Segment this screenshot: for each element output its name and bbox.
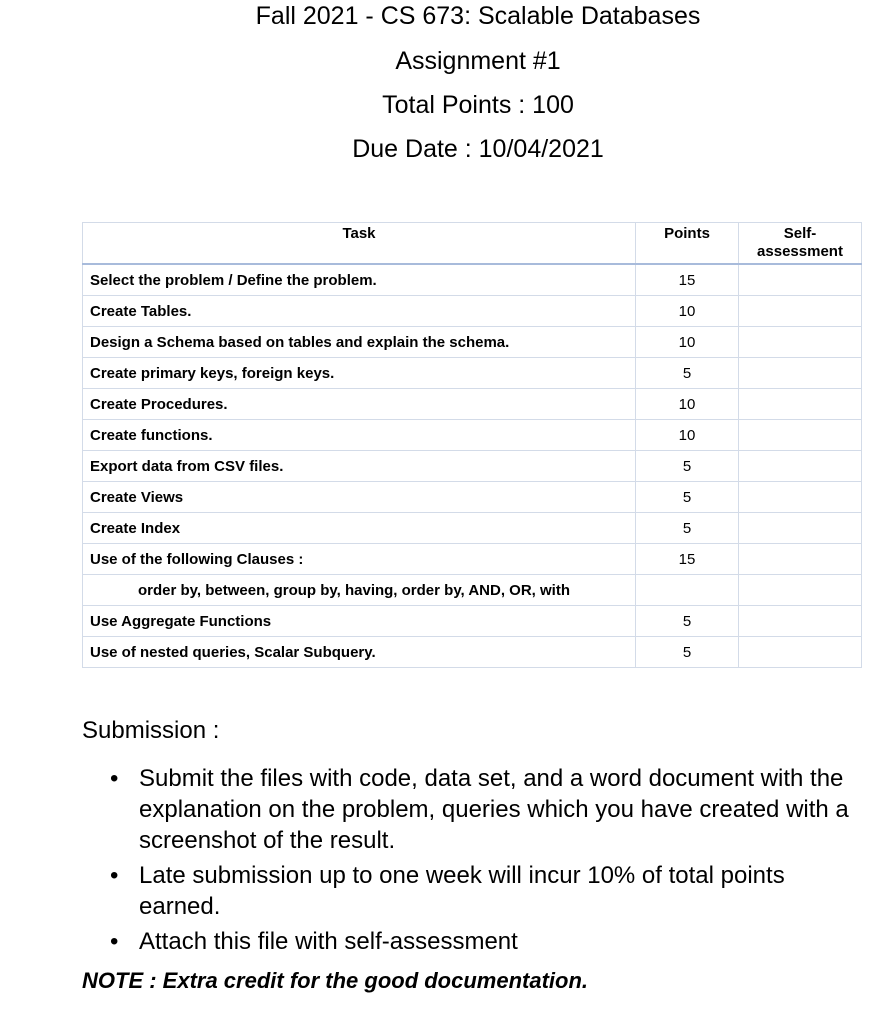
points-cell: 10 [636,420,739,451]
table-row [83,358,862,389]
table-row [83,637,862,668]
points-cell: 5 [636,513,739,544]
points-cell: 10 [636,327,739,358]
table-row [83,606,862,637]
points-cell: 5 [636,606,739,637]
self-assessment-cell[interactable] [739,327,862,358]
self-assessment-cell[interactable] [739,264,862,296]
task-cell: Export data from CSV files. [83,451,636,482]
self-assessment-cell[interactable] [739,420,862,451]
self-assessment-cell[interactable] [739,575,862,606]
submission-list [110,763,849,961]
list-item-text: Submit the files with code, data set, and a word document with the explanation on the problem, queries which you have created with a screenshot of the result. [139,765,849,854]
task-cell: Create Views [83,482,636,513]
table-row [83,296,862,327]
column-header-self-assessment: Self- assessment [739,223,862,265]
self-assessment-cell[interactable] [739,389,862,420]
self-assessment-cell[interactable] [739,451,862,482]
list-item-text: Late submission up to one week will incur 10% of total points earned. [139,862,785,920]
list-item [110,763,849,856]
points-cell: 15 [636,264,739,296]
due-date: Due Date : 10/04/2021 [352,135,604,163]
bullet-icon: • [110,765,119,792]
task-cell: Use Aggregate Functions [83,606,636,637]
self-assessment-cell[interactable] [739,296,862,327]
self-assessment-cell[interactable] [739,544,862,575]
task-cell: Use of the following Clauses : [83,544,636,575]
table-header-row [83,223,862,265]
rubric-table [82,222,862,668]
task-cell: Create primary keys, foreign keys. [83,358,636,389]
task-cell: Create Procedures. [83,389,636,420]
task-cell: Select the problem / Define the problem. [83,264,636,296]
table-row [83,420,862,451]
bullet-icon: • [110,928,119,955]
table-row [83,482,862,513]
assignment-number: Assignment #1 [395,47,561,75]
list-item-text: Attach this file with self-assessment [139,928,518,955]
table-row [83,513,862,544]
total-points: Total Points : 100 [382,91,574,119]
table-row [83,544,862,575]
note: NOTE : Extra credit for the good documentation. [82,968,589,993]
points-cell: 10 [636,389,739,420]
table-row [83,451,862,482]
self-assessment-cell[interactable] [739,358,862,389]
task-cell: order by, between, group by, having, order by, AND, OR, with [83,575,636,606]
self-assessment-cell[interactable] [739,606,862,637]
list-item [110,926,849,957]
list-item [110,860,849,922]
column-header-task: Task [83,223,636,265]
document-title: Fall 2021 - CS 673: Scalable Databases [255,2,701,30]
table-row [83,327,862,358]
points-cell: 10 [636,296,739,327]
self-assessment-cell[interactable] [739,513,862,544]
points-cell [636,575,739,606]
points-cell: 5 [636,451,739,482]
submission-heading: Submission : [82,717,220,744]
table-row [83,575,862,606]
table-row [83,264,862,296]
points-cell: 5 [636,637,739,668]
points-cell: 5 [636,358,739,389]
task-cell: Create Index [83,513,636,544]
points-cell: 5 [636,482,739,513]
self-assessment-cell[interactable] [739,637,862,668]
points-cell: 15 [636,544,739,575]
task-cell: Create functions. [83,420,636,451]
task-cell: Use of nested queries, Scalar Subquery. [83,637,636,668]
table-row [83,389,862,420]
bullet-icon: • [110,862,119,889]
self-assessment-cell[interactable] [739,482,862,513]
column-header-points: Points [636,223,739,265]
task-cell: Design a Schema based on tables and explain the schema. [83,327,636,358]
task-cell: Create Tables. [83,296,636,327]
